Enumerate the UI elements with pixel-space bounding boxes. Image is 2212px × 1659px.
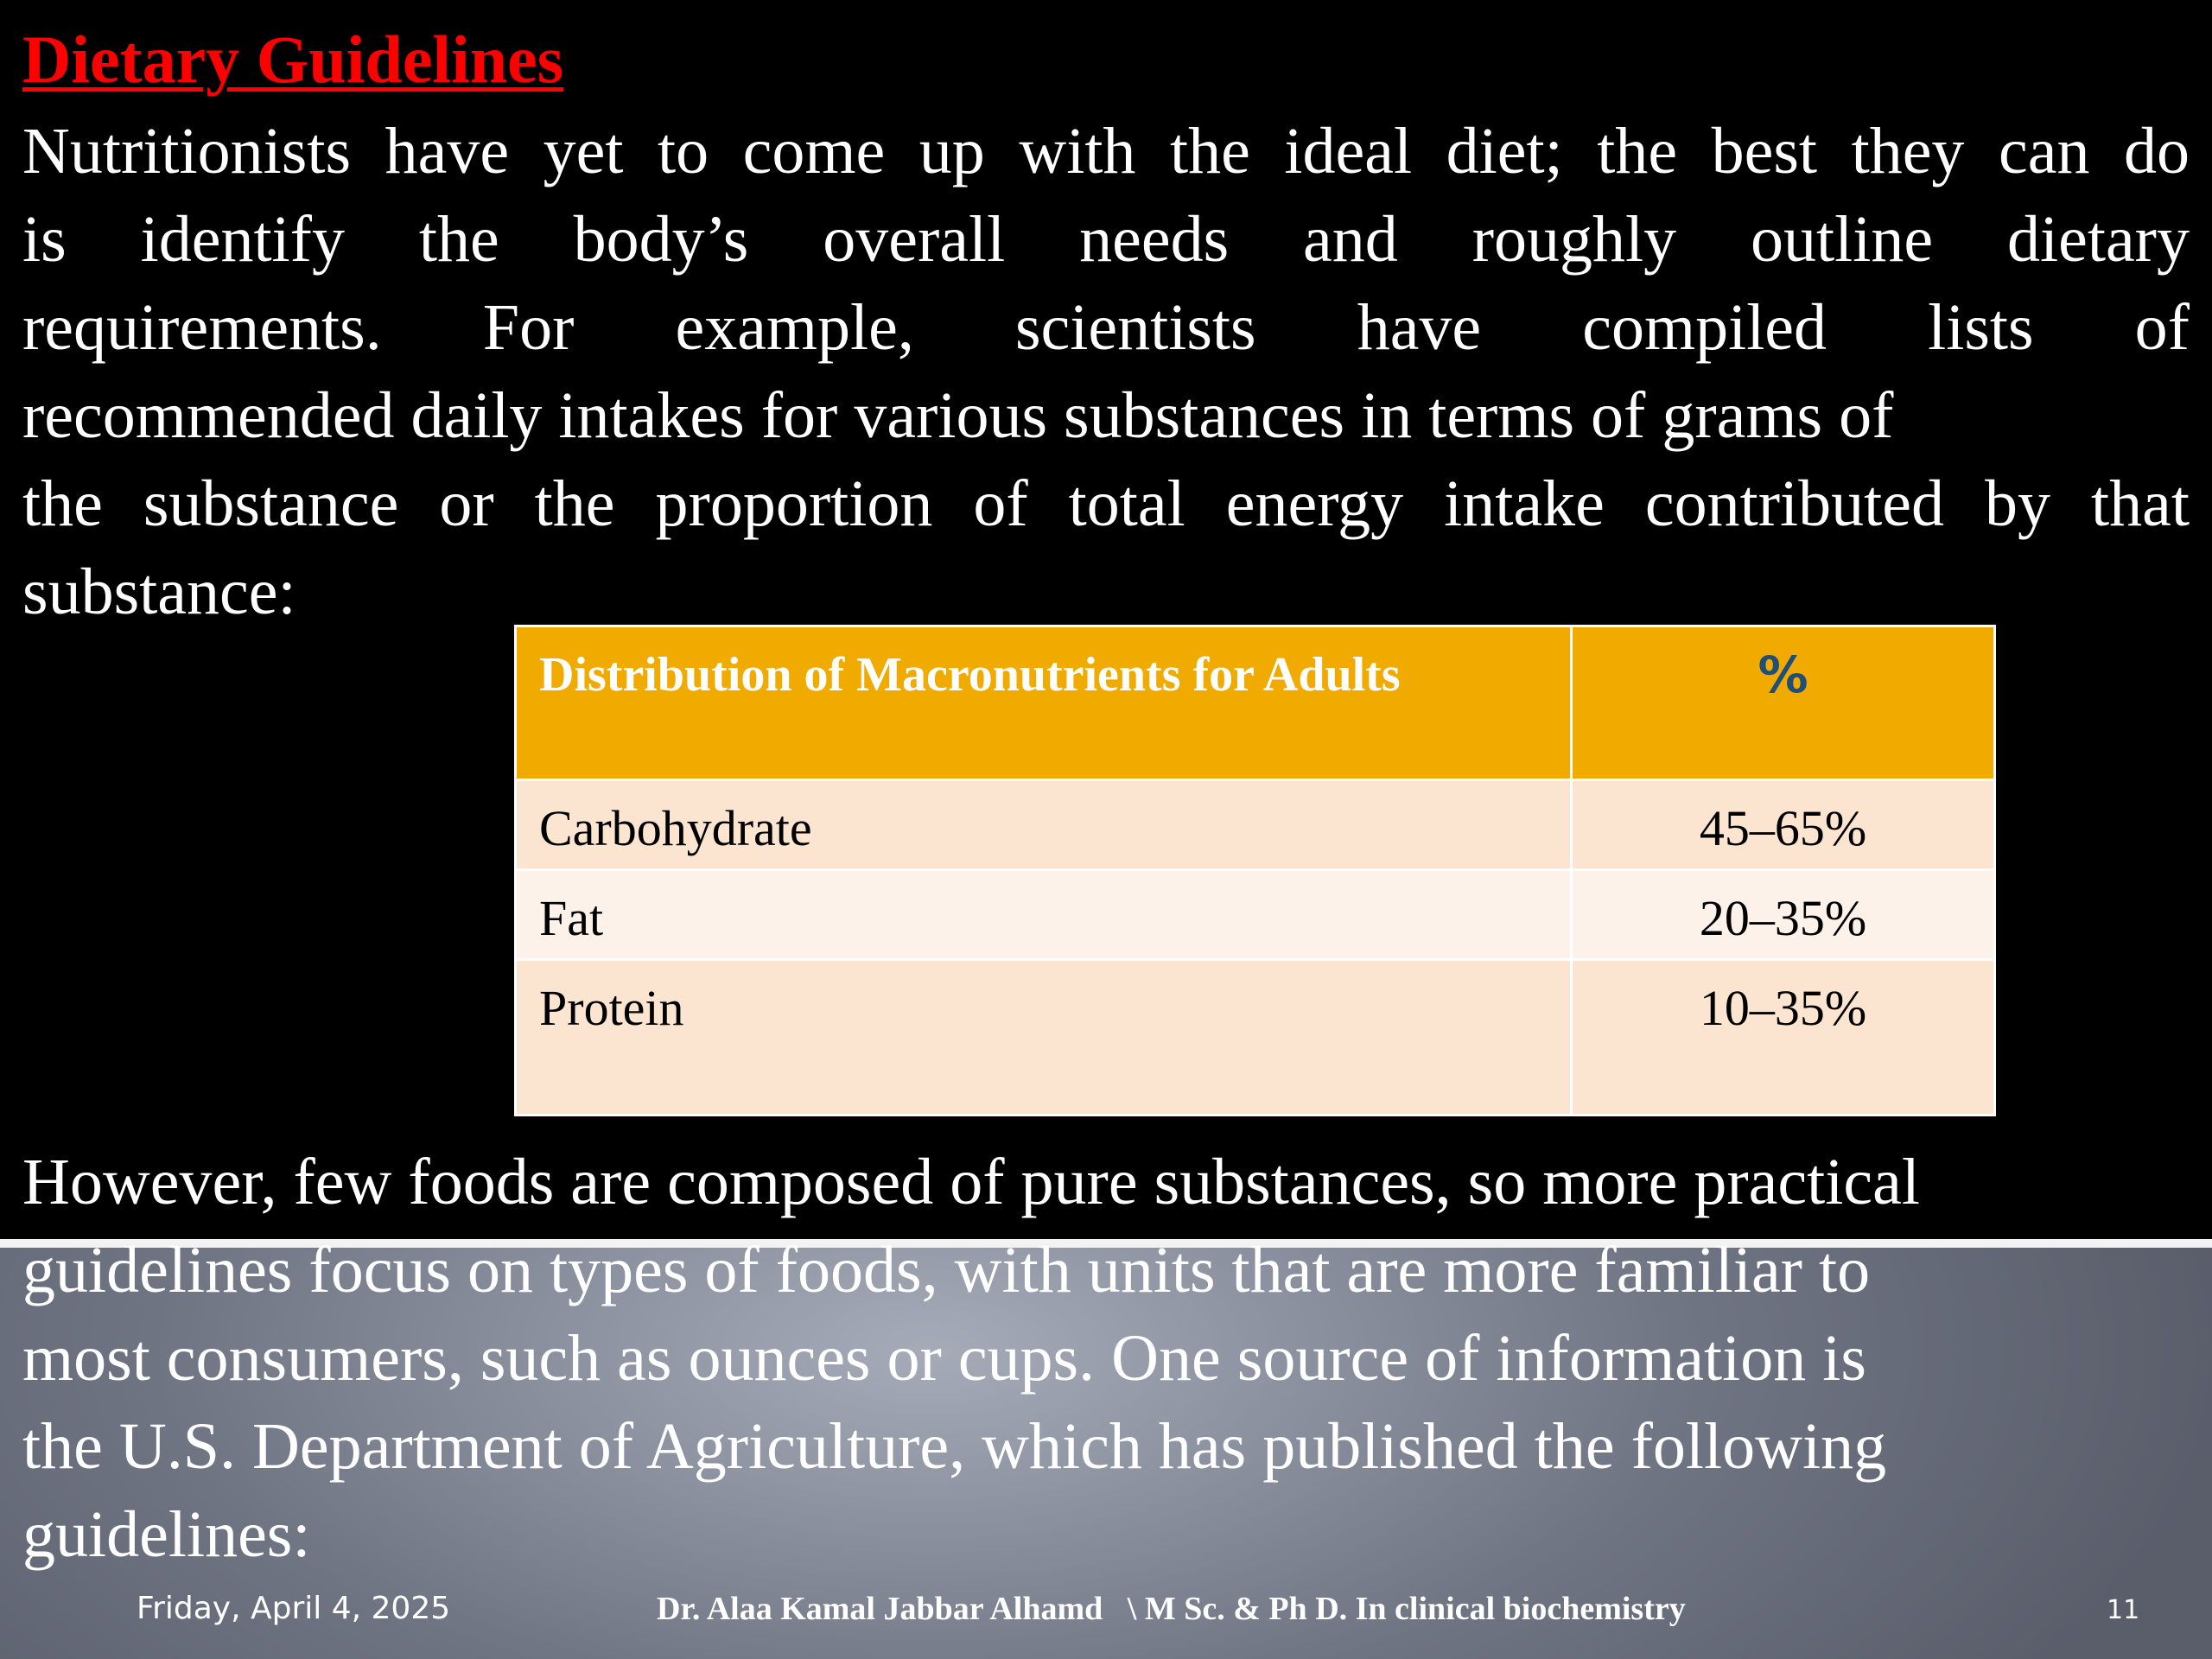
intro-paragraph-line: is identify the body’s overall needs and roughly outline dietary <box>22 203 2190 276</box>
usda-paragraph-line: However, few foods are composed of pure substances, so more practical <box>22 1146 1920 1218</box>
usda-paragraph <box>22 1138 2190 1579</box>
intro-paragraph-line: requirements. For example, scientists have compiled lists of <box>22 291 2190 364</box>
table-header-nutrient: Distribution of Macronutrients for Adults <box>516 626 1572 780</box>
table-header-row <box>516 626 1995 780</box>
usda-paragraph-line: guidelines: <box>22 1498 311 1571</box>
usda-paragraph-line: guidelines focus on types of foods, with units that are more familiar to <box>22 1234 1871 1306</box>
intro-paragraph-line: recommended daily intakes for various substances in terms of grams of <box>22 379 1894 452</box>
table-cell-percent: 45–65% <box>1572 780 1995 870</box>
footer-page-number: 11 <box>2107 1595 2140 1625</box>
intro-paragraph-line: Nutritionists have yet to come up with the ideal diet; the best they can do <box>22 115 2190 188</box>
macronutrient-table <box>514 625 1996 1116</box>
table-row <box>516 780 1995 870</box>
intro-paragraph <box>22 107 2190 636</box>
table-cell-nutrient: Carbohydrate <box>516 780 1572 870</box>
slide-title: Dietary Guidelines <box>22 22 564 97</box>
table-row <box>516 870 1995 960</box>
usda-paragraph-line: most consumers, such as ounces or cups. One source of information is <box>22 1322 1866 1395</box>
table-cell-nutrient: Protein <box>516 960 1572 1116</box>
table-cell-nutrient: Fat <box>516 870 1572 960</box>
table-row <box>516 960 1995 1116</box>
table-cell-percent: 10–35% <box>1572 960 1995 1116</box>
table-header-percent: % <box>1572 626 1995 780</box>
intro-paragraph-line: the substance or the proportion of total energy intake contributed by that <box>22 467 2190 540</box>
footer-author: Dr. Alaa Kamal Jabbar Alhamd \ M Sc. & Ph D. In clinical biochemistry <box>657 1591 1686 1627</box>
intro-paragraph-line: substance: <box>22 556 296 628</box>
usda-paragraph-line: the U.S. Department of Agriculture, which has published the following <box>22 1410 1887 1483</box>
footer-date: Friday, April 4, 2025 <box>137 1591 451 1626</box>
table-cell-percent: 20–35% <box>1572 870 1995 960</box>
